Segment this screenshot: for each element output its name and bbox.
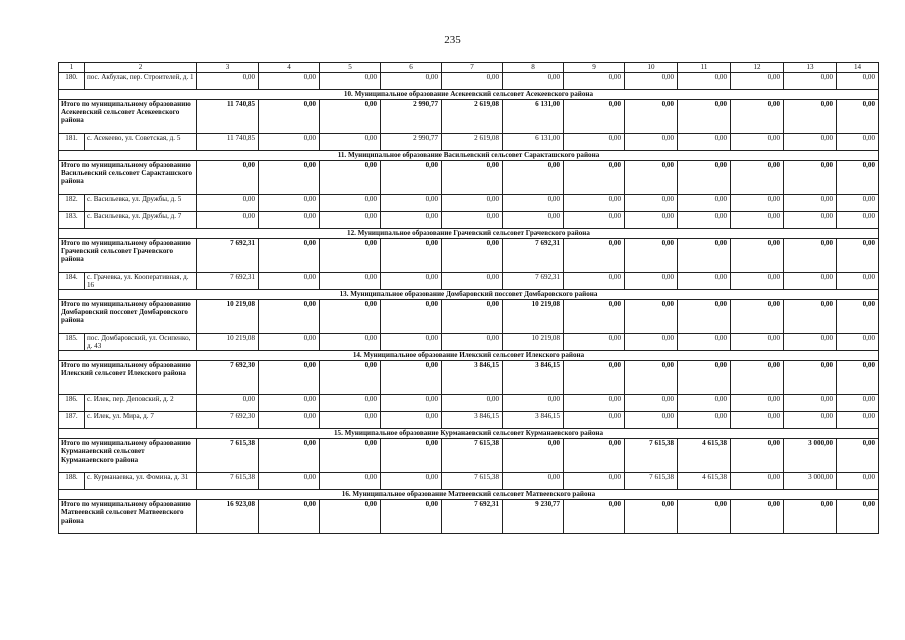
value-cell: 0,00 <box>784 212 837 229</box>
value-cell: 0,00 <box>837 361 879 395</box>
value-cell: 0,00 <box>625 361 678 395</box>
value-cell: 0,00 <box>503 195 564 212</box>
header-cell: 9 <box>564 63 625 73</box>
value-cell: 0,00 <box>381 239 442 273</box>
value-cell: 0,00 <box>564 161 625 195</box>
value-cell: 0,00 <box>259 100 320 134</box>
value-cell: 0,00 <box>837 212 879 229</box>
value-cell: 0,00 <box>784 100 837 134</box>
header-cell: 2 <box>85 63 197 73</box>
value-cell: 11 740,85 <box>197 134 259 151</box>
value-cell: 0,00 <box>442 273 503 290</box>
value-cell: 0,00 <box>678 334 731 351</box>
value-cell: 4 615,38 <box>678 439 731 473</box>
value-cell: 0,00 <box>503 473 564 490</box>
row-number: 187. <box>59 412 85 429</box>
header-cell: 3 <box>197 63 259 73</box>
value-cell: 0,00 <box>320 273 381 290</box>
total-row <box>59 161 879 195</box>
total-label: Итого по муниципальному образованию Васильевский сельсовет Саракташского района <box>59 161 197 195</box>
value-cell: 0,00 <box>381 412 442 429</box>
value-cell: 3 846,15 <box>503 412 564 429</box>
table-row <box>59 412 879 429</box>
value-cell: 0,00 <box>784 73 837 90</box>
row-number: 188. <box>59 473 85 490</box>
value-cell: 0,00 <box>625 412 678 429</box>
value-cell: 0,00 <box>320 73 381 90</box>
value-cell: 0,00 <box>784 361 837 395</box>
value-cell: 0,00 <box>731 212 784 229</box>
value-cell: 7 615,38 <box>442 439 503 473</box>
header-cell: 4 <box>259 63 320 73</box>
value-cell: 7 692,31 <box>503 273 564 290</box>
row-number: 183. <box>59 212 85 229</box>
section-title: 12. Муниципальное образование Грачевский сельсовет Грачевского района <box>59 229 879 239</box>
value-cell: 0,00 <box>784 395 837 412</box>
value-cell: 0,00 <box>503 212 564 229</box>
value-cell: 0,00 <box>259 161 320 195</box>
section-title: 10. Муниципальное образование Асекеевский сельсовет Асекеевского района <box>59 90 879 100</box>
value-cell: 0,00 <box>381 273 442 290</box>
value-cell: 0,00 <box>678 134 731 151</box>
value-cell: 0,00 <box>678 239 731 273</box>
value-cell: 0,00 <box>381 473 442 490</box>
value-cell: 0,00 <box>678 212 731 229</box>
value-cell: 0,00 <box>503 439 564 473</box>
value-cell: 0,00 <box>784 239 837 273</box>
value-cell: 0,00 <box>442 161 503 195</box>
value-cell: 0,00 <box>731 300 784 334</box>
address-cell: пос. Акбулак, пер. Строителей, д. 1 <box>85 73 197 90</box>
value-cell: 0,00 <box>381 395 442 412</box>
value-cell: 0,00 <box>731 361 784 395</box>
row-number: 185. <box>59 334 85 351</box>
value-cell: 0,00 <box>837 239 879 273</box>
value-cell: 0,00 <box>678 273 731 290</box>
header-cell: 8 <box>503 63 564 73</box>
address-cell: с. Васильевка, ул. Дружбы, д. 7 <box>85 212 197 229</box>
value-cell: 0,00 <box>731 500 784 534</box>
section-title: 16. Муниципальное образование Матвеевский сельсовет Матвеевского района <box>59 490 879 500</box>
value-cell: 0,00 <box>625 334 678 351</box>
value-cell: 0,00 <box>731 195 784 212</box>
value-cell: 0,00 <box>259 73 320 90</box>
row-number: 182. <box>59 195 85 212</box>
value-cell: 0,00 <box>837 134 879 151</box>
value-cell: 0,00 <box>731 273 784 290</box>
value-cell: 0,00 <box>784 334 837 351</box>
value-cell: 0,00 <box>564 500 625 534</box>
value-cell: 0,00 <box>678 100 731 134</box>
value-cell: 10 219,08 <box>197 300 259 334</box>
value-cell: 0,00 <box>320 239 381 273</box>
value-cell: 0,00 <box>259 395 320 412</box>
value-cell: 7 692,31 <box>197 239 259 273</box>
value-cell: 7 615,38 <box>197 439 259 473</box>
value-cell: 10 219,08 <box>503 300 564 334</box>
value-cell: 11 740,85 <box>197 100 259 134</box>
value-cell: 0,00 <box>503 73 564 90</box>
value-cell: 0,00 <box>320 161 381 195</box>
total-row <box>59 361 879 395</box>
value-cell: 0,00 <box>784 273 837 290</box>
section-header-row <box>59 429 879 439</box>
value-cell: 0,00 <box>678 500 731 534</box>
value-cell: 0,00 <box>503 395 564 412</box>
address-cell: с. Грачевка, ул. Кооперативная, д. 16 <box>85 273 197 290</box>
value-cell: 0,00 <box>731 412 784 429</box>
value-cell: 0,00 <box>381 500 442 534</box>
section-title: 15. Муниципальное образование Курманаевский сельсовет Курманаевского района <box>59 429 879 439</box>
value-cell: 0,00 <box>320 439 381 473</box>
total-label: Итого по муниципальному образованию Матвеевский сельсовет Матвеевского района <box>59 500 197 534</box>
value-cell: 0,00 <box>678 73 731 90</box>
value-cell: 7 615,38 <box>625 473 678 490</box>
table-row <box>59 395 879 412</box>
value-cell: 0,00 <box>197 73 259 90</box>
total-label: Итого по муниципальному образованию Асекеевский сельсовет Асекеевского района <box>59 100 197 134</box>
value-cell: 4 615,38 <box>678 473 731 490</box>
value-cell: 0,00 <box>784 412 837 429</box>
value-cell: 0,00 <box>837 300 879 334</box>
table-row <box>59 212 879 229</box>
value-cell: 0,00 <box>259 500 320 534</box>
value-cell: 0,00 <box>320 300 381 334</box>
value-cell: 0,00 <box>678 161 731 195</box>
value-cell: 0,00 <box>320 212 381 229</box>
value-cell: 0,00 <box>259 212 320 229</box>
value-cell: 0,00 <box>442 212 503 229</box>
total-row <box>59 239 879 273</box>
value-cell: 0,00 <box>625 195 678 212</box>
address-cell: с. Курманаевка, ул. Фомина, д. 31 <box>85 473 197 490</box>
value-cell: 0,00 <box>731 473 784 490</box>
value-cell: 0,00 <box>731 334 784 351</box>
value-cell: 7 615,38 <box>625 439 678 473</box>
table-row <box>59 73 879 90</box>
value-cell: 0,00 <box>625 273 678 290</box>
value-cell: 0,00 <box>837 73 879 90</box>
table-body <box>59 63 879 534</box>
value-cell: 16 923,08 <box>197 500 259 534</box>
value-cell: 0,00 <box>381 73 442 90</box>
value-cell: 0,00 <box>197 395 259 412</box>
value-cell: 0,00 <box>625 239 678 273</box>
table-row <box>59 273 879 290</box>
header-row <box>59 63 879 73</box>
value-cell: 0,00 <box>837 334 879 351</box>
value-cell: 0,00 <box>442 395 503 412</box>
value-cell: 0,00 <box>784 161 837 195</box>
section-header-row <box>59 90 879 100</box>
address-cell: с. Илек, пер. Деповский, д. 2 <box>85 395 197 412</box>
value-cell: 0,00 <box>784 195 837 212</box>
value-cell: 3 846,15 <box>442 412 503 429</box>
value-cell: 0,00 <box>259 195 320 212</box>
value-cell: 3 846,15 <box>503 361 564 395</box>
address-cell: с. Васильевка, ул. Дружбы, д. 5 <box>85 195 197 212</box>
value-cell: 0,00 <box>837 161 879 195</box>
value-cell: 0,00 <box>731 161 784 195</box>
value-cell: 3 000,00 <box>784 439 837 473</box>
value-cell: 0,00 <box>837 273 879 290</box>
value-cell: 0,00 <box>259 273 320 290</box>
value-cell: 0,00 <box>678 395 731 412</box>
page-number: 235 <box>444 34 461 46</box>
row-number: 181. <box>59 134 85 151</box>
value-cell: 0,00 <box>837 473 879 490</box>
value-cell: 0,00 <box>381 361 442 395</box>
value-cell: 0,00 <box>320 361 381 395</box>
header-cell: 7 <box>442 63 503 73</box>
value-cell: 0,00 <box>837 100 879 134</box>
value-cell: 0,00 <box>564 212 625 229</box>
table-row <box>59 195 879 212</box>
header-cell: 10 <box>625 63 678 73</box>
value-cell: 0,00 <box>625 134 678 151</box>
value-cell: 0,00 <box>320 134 381 151</box>
value-cell: 10 219,08 <box>197 334 259 351</box>
value-cell: 0,00 <box>564 273 625 290</box>
value-cell: 0,00 <box>678 195 731 212</box>
total-row <box>59 439 879 473</box>
value-cell: 0,00 <box>564 334 625 351</box>
value-cell: 7 615,38 <box>197 473 259 490</box>
value-cell: 0,00 <box>320 334 381 351</box>
value-cell: 0,00 <box>678 361 731 395</box>
value-cell: 0,00 <box>625 300 678 334</box>
section-title: 13. Муниципальное образование Домбаровский поссовет Домбаровского района <box>59 290 879 300</box>
value-cell: 0,00 <box>731 239 784 273</box>
value-cell: 0,00 <box>837 195 879 212</box>
value-cell: 0,00 <box>564 395 625 412</box>
value-cell: 0,00 <box>442 195 503 212</box>
value-cell: 0,00 <box>837 395 879 412</box>
value-cell: 0,00 <box>564 239 625 273</box>
value-cell: 0,00 <box>381 212 442 229</box>
header-cell: 1 <box>59 63 85 73</box>
value-cell: 2 990,77 <box>381 134 442 151</box>
address-cell: пос. Домбаровский, ул. Осипенко, д. 43 <box>85 334 197 351</box>
value-cell: 0,00 <box>259 300 320 334</box>
value-cell: 0,00 <box>564 73 625 90</box>
total-label: Итого по муниципальному образованию Домбаровский поссовет Домбаровского района <box>59 300 197 334</box>
value-cell: 3 846,15 <box>442 361 503 395</box>
value-cell: 0,00 <box>259 412 320 429</box>
value-cell: 0,00 <box>731 439 784 473</box>
value-cell: 0,00 <box>259 439 320 473</box>
table-row <box>59 473 879 490</box>
value-cell: 0,00 <box>564 134 625 151</box>
total-label: Итого по муниципальному образованию Грачевский сельсовет Грачевского района <box>59 239 197 273</box>
value-cell: 2 619,08 <box>442 100 503 134</box>
value-cell: 0,00 <box>442 300 503 334</box>
value-cell: 0,00 <box>442 73 503 90</box>
value-cell: 0,00 <box>784 300 837 334</box>
value-cell: 0,00 <box>564 300 625 334</box>
section-header-row <box>59 490 879 500</box>
total-row <box>59 500 879 534</box>
section-header-row <box>59 290 879 300</box>
value-cell: 0,00 <box>381 195 442 212</box>
value-cell: 0,00 <box>625 73 678 90</box>
row-number: 186. <box>59 395 85 412</box>
row-number: 180. <box>59 73 85 90</box>
value-cell: 9 230,77 <box>503 500 564 534</box>
header-cell: 13 <box>784 63 837 73</box>
value-cell: 0,00 <box>625 161 678 195</box>
header-cell: 12 <box>731 63 784 73</box>
value-cell: 7 692,31 <box>503 239 564 273</box>
value-cell: 2 619,08 <box>442 134 503 151</box>
value-cell: 0,00 <box>678 412 731 429</box>
value-cell: 0,00 <box>564 195 625 212</box>
address-cell: с. Асекеево, ул. Советская, д. 5 <box>85 134 197 151</box>
header-cell: 6 <box>381 63 442 73</box>
value-cell: 0,00 <box>625 500 678 534</box>
header-cell: 14 <box>837 63 879 73</box>
value-cell: 0,00 <box>320 412 381 429</box>
value-cell: 0,00 <box>381 161 442 195</box>
total-label: Итого по муниципальному образованию Курманаевский сельсовет Курманаевского района <box>59 439 197 473</box>
section-header-row <box>59 151 879 161</box>
value-cell: 7 692,31 <box>442 500 503 534</box>
total-row <box>59 300 879 334</box>
value-cell: 0,00 <box>320 100 381 134</box>
value-cell: 0,00 <box>259 239 320 273</box>
value-cell: 0,00 <box>259 473 320 490</box>
value-cell: 7 615,38 <box>442 473 503 490</box>
value-cell: 0,00 <box>381 439 442 473</box>
value-cell: 0,00 <box>564 473 625 490</box>
section-header-row <box>59 351 879 361</box>
value-cell: 0,00 <box>731 73 784 90</box>
value-cell: 0,00 <box>442 239 503 273</box>
value-cell: 0,00 <box>625 395 678 412</box>
total-row <box>59 100 879 134</box>
value-cell: 7 692,31 <box>197 273 259 290</box>
section-header-row <box>59 229 879 239</box>
row-number: 184. <box>59 273 85 290</box>
value-cell: 0,00 <box>381 334 442 351</box>
value-cell: 0,00 <box>197 161 259 195</box>
value-cell: 0,00 <box>197 212 259 229</box>
value-cell: 0,00 <box>564 100 625 134</box>
header-cell: 11 <box>678 63 731 73</box>
value-cell: 0,00 <box>564 412 625 429</box>
value-cell: 7 692,30 <box>197 412 259 429</box>
value-cell: 0,00 <box>259 334 320 351</box>
value-cell: 0,00 <box>381 300 442 334</box>
header-cell: 5 <box>320 63 381 73</box>
value-cell: 0,00 <box>731 395 784 412</box>
address-cell: с. Илек, ул. Мира, д. 7 <box>85 412 197 429</box>
value-cell: 0,00 <box>320 500 381 534</box>
value-cell: 3 000,00 <box>784 473 837 490</box>
table-row <box>59 134 879 151</box>
value-cell: 0,00 <box>503 161 564 195</box>
section-title: 14. Муниципальное образование Илекский сельсовет Илекского района <box>59 351 879 361</box>
value-cell: 0,00 <box>197 195 259 212</box>
value-cell: 7 692,30 <box>197 361 259 395</box>
table-row <box>59 334 879 351</box>
section-title: 11. Муниципальное образование Васильевский сельсовет Саракташского района <box>59 151 879 161</box>
value-cell: 6 131,00 <box>503 100 564 134</box>
value-cell: 0,00 <box>731 100 784 134</box>
value-cell: 0,00 <box>564 439 625 473</box>
value-cell: 2 990,77 <box>381 100 442 134</box>
value-cell: 0,00 <box>784 134 837 151</box>
value-cell: 0,00 <box>837 500 879 534</box>
value-cell: 0,00 <box>320 473 381 490</box>
value-cell: 0,00 <box>320 195 381 212</box>
value-cell: 6 131,00 <box>503 134 564 151</box>
total-label: Итого по муниципальному образованию Илекский сельсовет Илекского района <box>59 361 197 395</box>
value-cell: 0,00 <box>442 334 503 351</box>
value-cell: 0,00 <box>259 361 320 395</box>
value-cell: 0,00 <box>259 134 320 151</box>
value-cell: 0,00 <box>837 412 879 429</box>
value-cell: 0,00 <box>731 134 784 151</box>
data-table <box>58 62 879 534</box>
value-cell: 10 219,08 <box>503 334 564 351</box>
value-cell: 0,00 <box>625 212 678 229</box>
value-cell: 0,00 <box>678 300 731 334</box>
value-cell: 0,00 <box>837 439 879 473</box>
value-cell: 0,00 <box>320 395 381 412</box>
value-cell: 0,00 <box>564 361 625 395</box>
value-cell: 0,00 <box>784 500 837 534</box>
value-cell: 0,00 <box>625 100 678 134</box>
